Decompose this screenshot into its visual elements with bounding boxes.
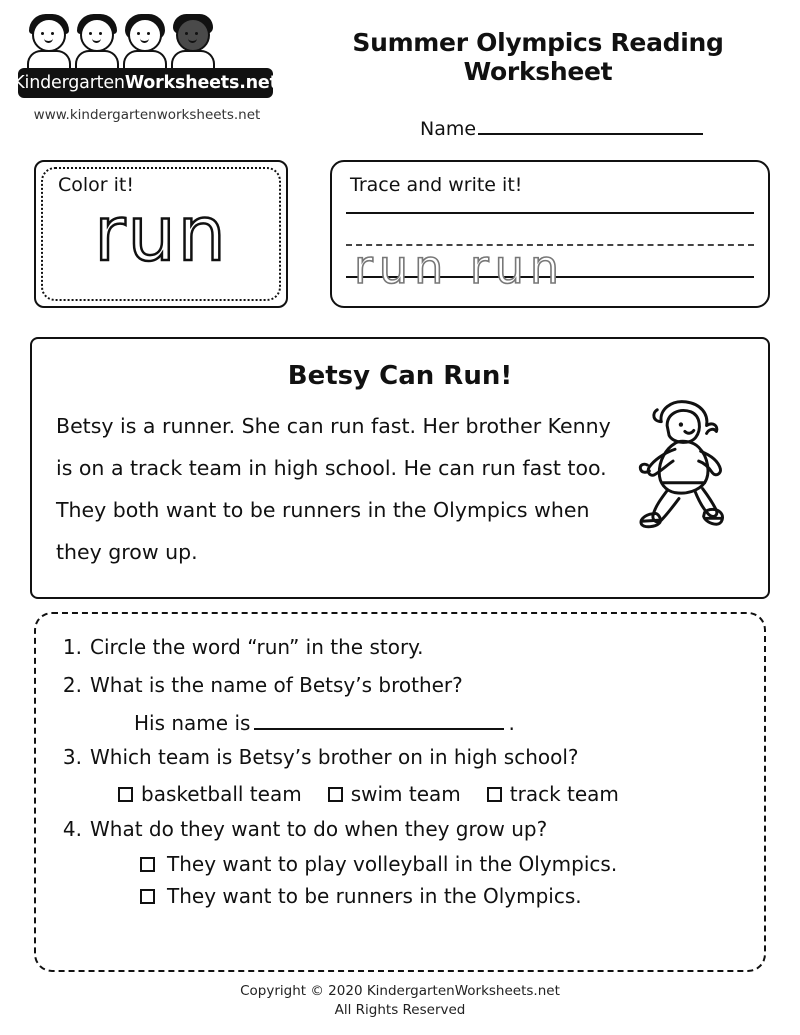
site-logo [13, 14, 280, 123]
question-3-choice-1-label: basketball team [141, 782, 302, 806]
color-it-panel [34, 160, 288, 308]
kid-eye-left [185, 32, 188, 35]
kid-eye-left [137, 32, 140, 35]
question-3-choice-1[interactable] [118, 782, 302, 806]
kid-icon [24, 14, 76, 66]
handwriting-top-line [346, 212, 754, 214]
question-4-number: 4. [62, 817, 82, 841]
logo-word-kindergarten: Kindergarten [13, 73, 125, 93]
color-it-word[interactable]: run [94, 189, 228, 278]
checkbox-icon[interactable] [487, 787, 502, 802]
question-4-choice-1-label: They want to play volleyball in the Olympics. [167, 852, 618, 876]
story-text: Betsy is a runner. She can run fast. Her brother Kenny is on a track team in high school. He can run fast too. They both want to be runners in the Olympics when they grow up. [56, 414, 611, 564]
question-3-number: 3. [62, 745, 82, 769]
color-it-label: Color it! [58, 174, 134, 196]
kid-eye-right [51, 32, 54, 35]
question-3-choice-3-label: track team [509, 782, 619, 806]
question-2-answer-blank[interactable] [254, 714, 504, 730]
logo-word-worksheets: Worksheets [124, 73, 240, 93]
logo-wordmark [13, 68, 278, 98]
question-4-choice-2-label: They want to be runners in the Olympics. [167, 884, 582, 908]
kid-head [32, 18, 66, 52]
trace-and-write-panel [330, 160, 770, 308]
question-2-text: What is the name of Betsy’s brother? [90, 673, 463, 697]
kid-body [75, 50, 119, 68]
activity-row [0, 160, 800, 318]
kid-eye-left [41, 32, 44, 35]
question-3-choice-3[interactable] [487, 782, 619, 806]
question-4-choices [140, 852, 744, 908]
rights-text: All Rights Reserved [334, 1002, 466, 1018]
kid-head [128, 18, 162, 52]
question-2-answer-suffix: . [508, 711, 515, 735]
kid-icon [72, 14, 124, 66]
page-footer [0, 982, 800, 1020]
name-input-blank[interactable] [478, 118, 703, 135]
trace-and-write-label: Trace and write it! [350, 174, 523, 196]
kid-icon [168, 14, 220, 66]
question-3-choices [118, 782, 744, 806]
page-header [0, 0, 800, 140]
question-2-answer-row [134, 706, 744, 740]
kid-icon [120, 14, 172, 66]
kid-head [176, 18, 210, 52]
story-title: Betsy Can Run! [287, 361, 513, 391]
question-1-number: 1. [62, 635, 82, 659]
kid-eye-left [89, 32, 92, 35]
checkbox-icon[interactable] [140, 857, 155, 872]
kid-eye-right [195, 32, 198, 35]
page-title: Summer Olympics Reading Worksheet [352, 28, 724, 86]
copyright-text: Copyright © 2020 KindergartenWorksheets.net [240, 983, 560, 999]
question-1-text: Circle the word “run” in the story. [90, 635, 424, 659]
checkbox-icon[interactable] [328, 787, 343, 802]
checkbox-icon[interactable] [140, 889, 155, 904]
running-girl-illustration [602, 391, 750, 541]
question-2-answer-prefix: His name is [134, 711, 251, 735]
question-3-choice-2-label: swim team [350, 782, 461, 806]
question-3 [56, 740, 744, 774]
checkbox-icon[interactable] [118, 787, 133, 802]
kid-eye-right [99, 32, 102, 35]
question-4 [56, 812, 744, 846]
kid-body [123, 50, 167, 68]
trace-word-outline[interactable]: run run [354, 240, 566, 294]
logo-word-tld: .net [239, 73, 278, 93]
question-3-text: Which team is Betsy’s brother on in high school? [90, 745, 579, 769]
questions-panel [34, 612, 766, 972]
kid-body [27, 50, 71, 68]
name-field-row [420, 118, 703, 140]
question-2-number: 2. [62, 673, 82, 697]
kid-body [171, 50, 215, 68]
question-4-choice-1[interactable] [140, 852, 744, 876]
question-3-choice-2[interactable] [328, 782, 461, 806]
kids-illustration [18, 14, 268, 66]
kid-head [80, 18, 114, 52]
question-4-text: What do they want to do when they grow up? [90, 817, 548, 841]
question-2 [56, 668, 744, 702]
story-panel [30, 337, 770, 599]
site-url: www.kindergartenworksheets.net [33, 107, 261, 123]
name-label: Name [420, 118, 477, 140]
question-4-choice-2[interactable] [140, 884, 744, 908]
question-1 [56, 630, 744, 664]
kid-eye-right [147, 32, 150, 35]
